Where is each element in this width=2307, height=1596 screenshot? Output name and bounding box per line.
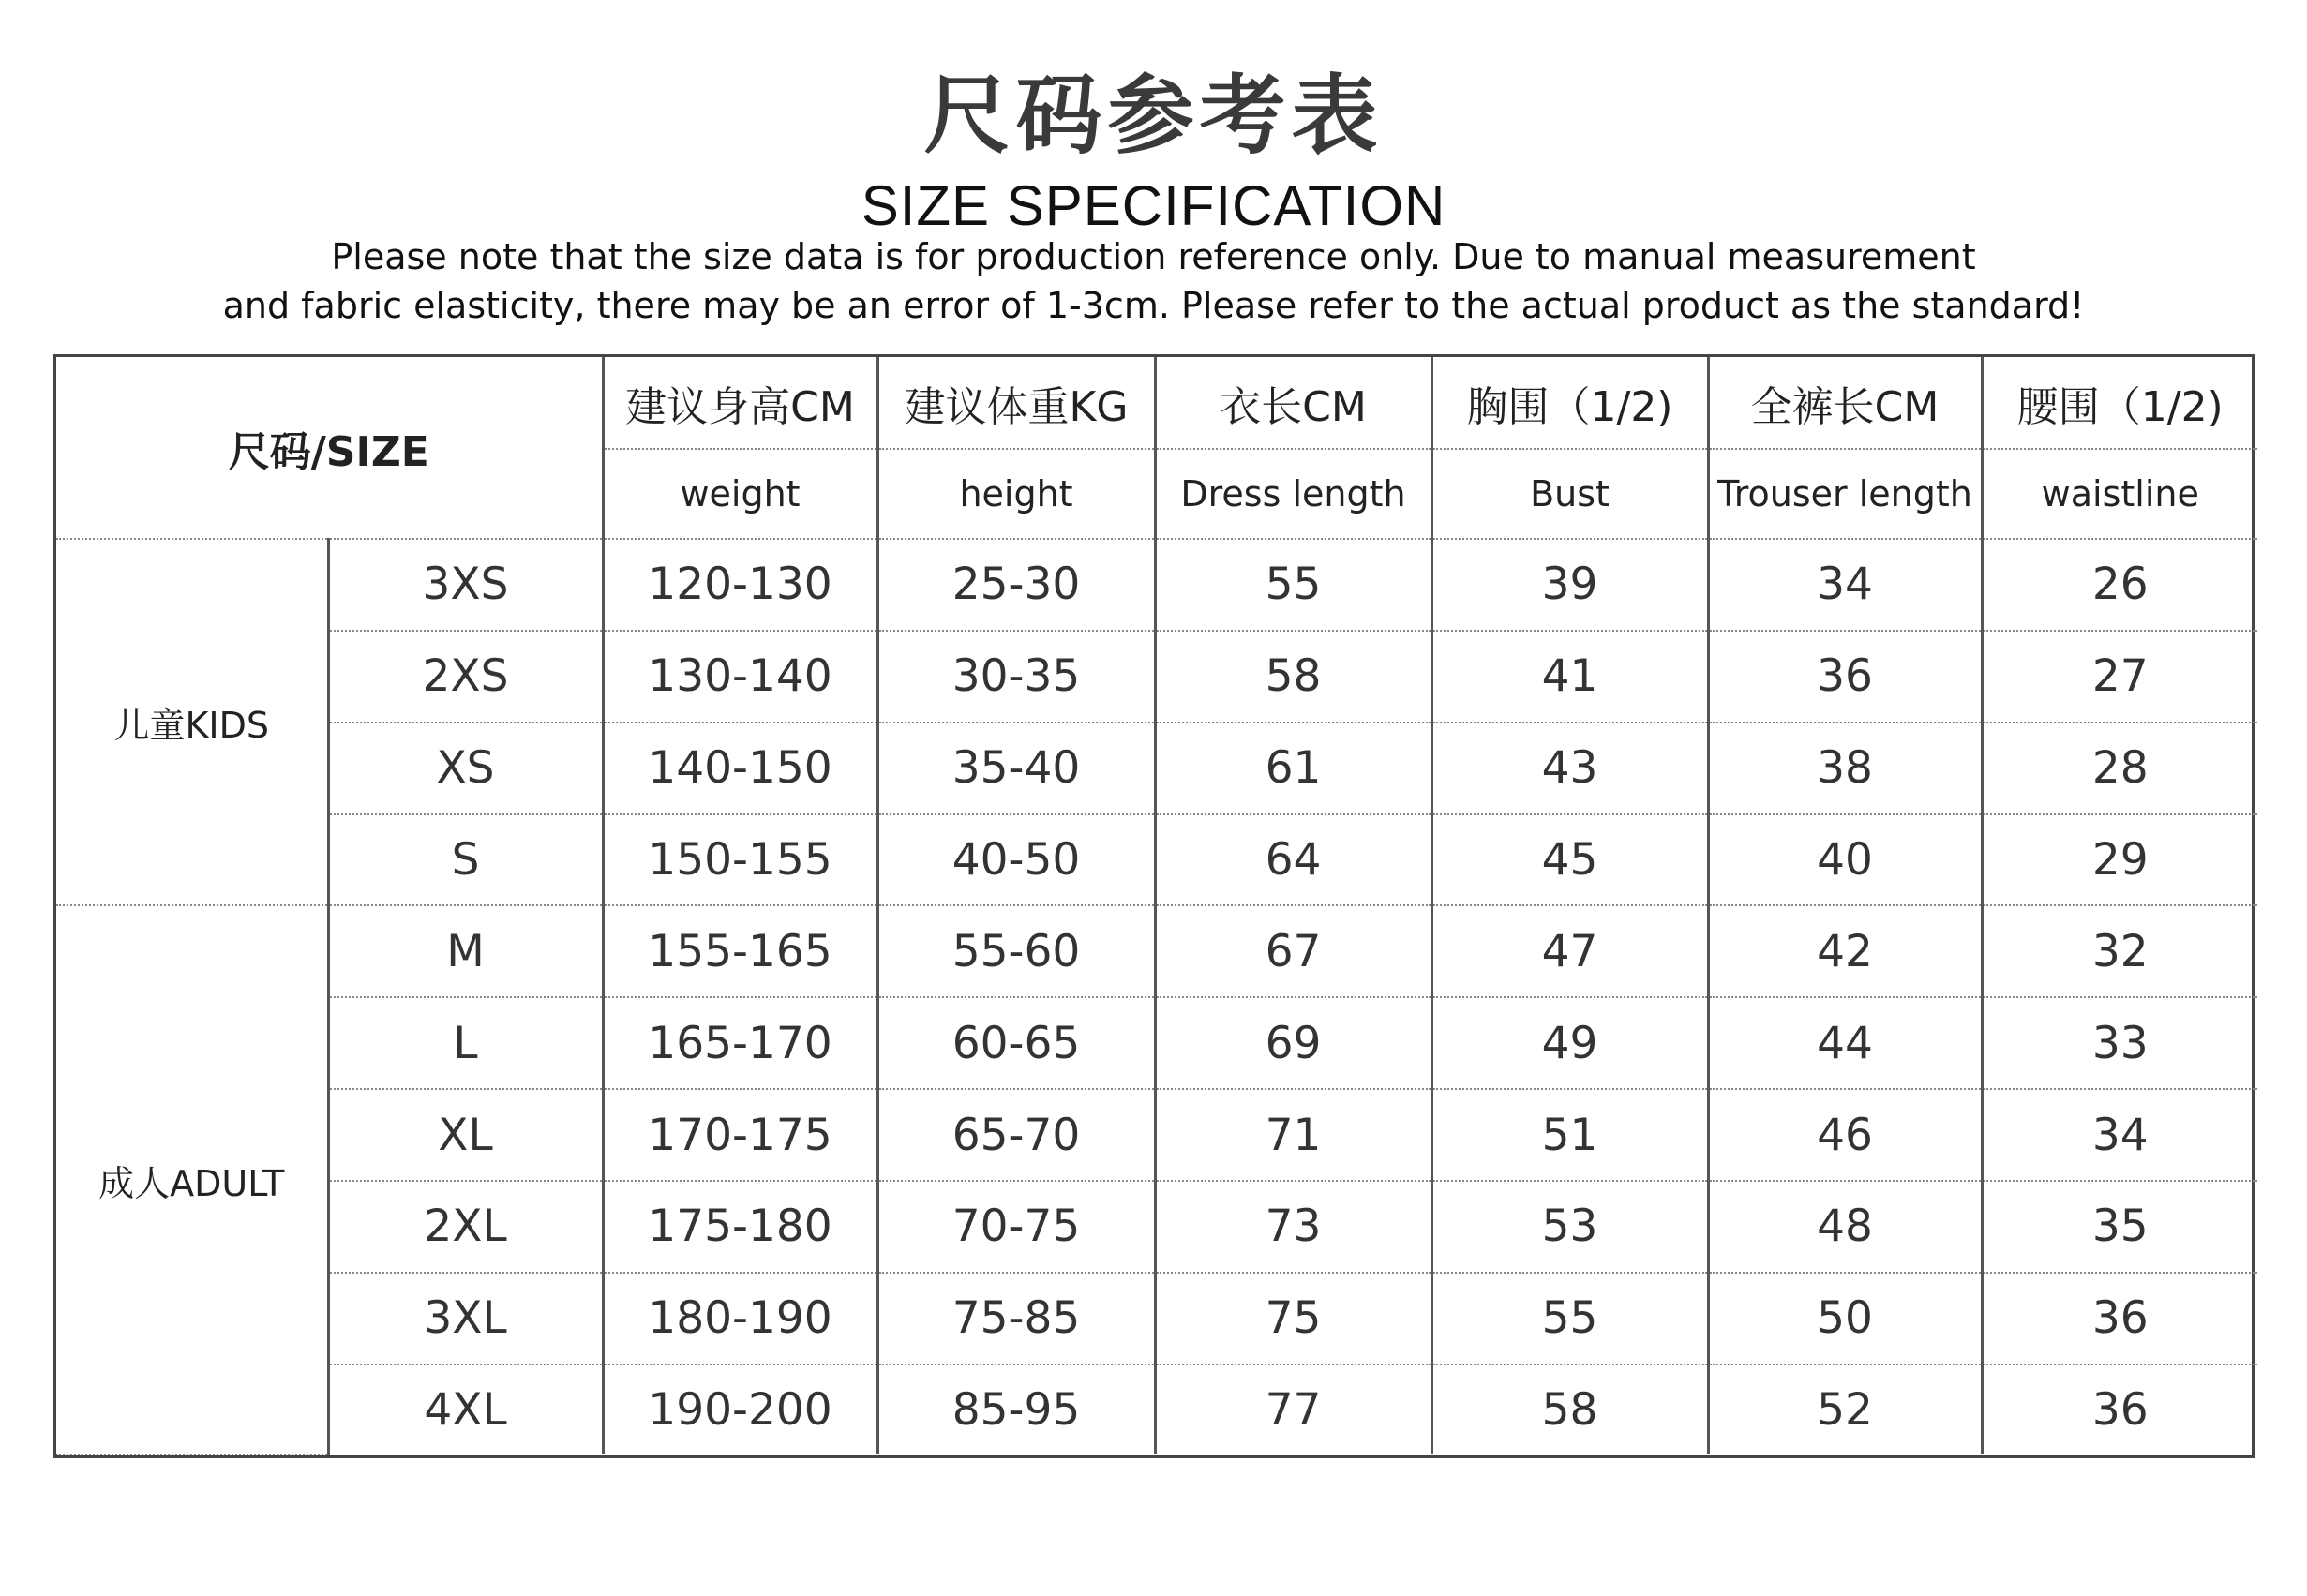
table-row — [56, 1181, 2257, 1273]
value-cell: 55 — [1155, 539, 1431, 631]
column-header-dress-length-cn: 衣长CM — [1155, 357, 1431, 449]
value-cell: 61 — [1155, 723, 1431, 814]
value-cell: 67 — [1155, 905, 1431, 997]
disclaimer-line-2: and fabric elasticity, there may be an error of 1-3cm. Please refer to the actual product as the standard! — [222, 285, 2085, 326]
value-cell: 38 — [1708, 723, 1982, 814]
value-cell: 73 — [1155, 1181, 1431, 1273]
value-cell: 58 — [1155, 631, 1431, 723]
table-row — [56, 631, 2257, 723]
value-cell: 25-30 — [877, 539, 1155, 631]
value-cell: 27 — [1982, 631, 2257, 723]
value-cell: 34 — [1708, 539, 1982, 631]
value-cell: 35-40 — [877, 723, 1155, 814]
page-title-chinese: 尺码参考表 — [923, 66, 1384, 166]
size-cell: M — [328, 905, 603, 997]
value-cell: 70-75 — [877, 1181, 1155, 1273]
value-cell: 55-60 — [877, 905, 1155, 997]
value-cell: 47 — [1431, 905, 1708, 997]
column-header-waistline-en: waistline — [1982, 449, 2257, 539]
column-header-trouser-length-cn: 全裤长CM — [1708, 357, 1982, 449]
size-cell: 2XS — [328, 631, 603, 723]
value-cell: 190-200 — [603, 1365, 877, 1454]
value-cell: 34 — [1982, 1089, 2257, 1181]
value-cell: 65-70 — [877, 1089, 1155, 1181]
value-cell: 45 — [1431, 814, 1708, 906]
value-cell: 71 — [1155, 1089, 1431, 1181]
value-cell: 75 — [1155, 1273, 1431, 1365]
value-cell: 51 — [1431, 1089, 1708, 1181]
value-cell: 26 — [1982, 539, 2257, 631]
value-cell: 69 — [1155, 997, 1431, 1089]
size-cell: S — [328, 814, 603, 906]
value-cell: 55 — [1431, 1273, 1708, 1365]
value-cell: 49 — [1431, 997, 1708, 1089]
value-cell: 77 — [1155, 1365, 1431, 1454]
disclaimer-line-1: Please note that the size data is for production reference only. Due to manual measurement — [331, 236, 1976, 277]
size-cell: 4XL — [328, 1365, 603, 1454]
column-header-trouser-length-en: Trouser length — [1708, 449, 1982, 539]
value-cell: 36 — [1708, 631, 1982, 723]
size-cell: 3XL — [328, 1273, 603, 1365]
table-row — [56, 1089, 2257, 1181]
value-cell: 44 — [1708, 997, 1982, 1089]
value-cell: 53 — [1431, 1181, 1708, 1273]
value-cell: 170-175 — [603, 1089, 877, 1181]
value-cell: 42 — [1708, 905, 1982, 997]
value-cell: 41 — [1431, 631, 1708, 723]
value-cell: 39 — [1431, 539, 1708, 631]
table-row — [56, 539, 2257, 631]
column-header-weight-cn: 建议体重KG — [877, 357, 1155, 449]
value-cell: 40 — [1708, 814, 1982, 906]
table-row — [56, 1365, 2257, 1454]
group-label-kids: 儿童KIDS — [56, 539, 328, 905]
value-cell: 58 — [1431, 1365, 1708, 1454]
table-row — [56, 814, 2257, 906]
value-cell: 35 — [1982, 1181, 2257, 1273]
column-header-bust-cn: 胸围（1/2) — [1431, 357, 1708, 449]
value-cell: 155-165 — [603, 905, 877, 997]
value-cell: 180-190 — [603, 1273, 877, 1365]
disclaimer-note — [0, 232, 2307, 330]
column-header-bust-en: Bust — [1431, 449, 1708, 539]
value-cell: 75-85 — [877, 1273, 1155, 1365]
value-cell: 46 — [1708, 1089, 1982, 1181]
value-cell: 32 — [1982, 905, 2257, 997]
value-cell: 150-155 — [603, 814, 877, 906]
value-cell: 43 — [1431, 723, 1708, 814]
column-header-waistline-cn: 腰围（1/2) — [1982, 357, 2257, 449]
size-column-header: 尺码/SIZE — [56, 357, 603, 539]
table-row — [56, 723, 2257, 814]
value-cell: 36 — [1982, 1273, 2257, 1365]
column-header-height-en: weight — [603, 449, 877, 539]
value-cell: 29 — [1982, 814, 2257, 906]
value-cell: 140-150 — [603, 723, 877, 814]
value-cell: 130-140 — [603, 631, 877, 723]
value-cell: 175-180 — [603, 1181, 877, 1273]
value-cell: 64 — [1155, 814, 1431, 906]
table-row — [56, 905, 2257, 997]
value-cell: 30-35 — [877, 631, 1155, 723]
column-header-weight-en: height — [877, 449, 1155, 539]
group-label-adult: 成人ADULT — [56, 905, 328, 1454]
value-cell: 40-50 — [877, 814, 1155, 906]
value-cell: 165-170 — [603, 997, 877, 1089]
size-cell: 2XL — [328, 1181, 603, 1273]
size-cell: XL — [328, 1089, 603, 1181]
size-cell: 3XS — [328, 539, 603, 631]
column-header-dress-length-en: Dress length — [1155, 449, 1431, 539]
value-cell: 36 — [2091, 1383, 2149, 1436]
table-row — [56, 1273, 2257, 1365]
page-title-english: SIZE SPECIFICATION — [861, 174, 1446, 237]
value-cell: 28 — [1982, 723, 2257, 814]
size-table — [53, 354, 2255, 1458]
header-row-chinese — [56, 357, 2257, 449]
value-cell: 50 — [1708, 1273, 1982, 1365]
size-cell: XS — [328, 723, 603, 814]
value-cell: 60-65 — [877, 997, 1155, 1089]
value-cell: 33 — [1982, 997, 2257, 1089]
value-cell: 85-95 — [877, 1365, 1155, 1454]
table-row — [56, 997, 2257, 1089]
value-cell: 120-130 — [603, 539, 877, 631]
value-cell: 52 — [1708, 1365, 1982, 1454]
value-cell: 48 — [1708, 1181, 1982, 1273]
size-cell: L — [328, 997, 603, 1089]
column-header-height-cn: 建议身高CM — [603, 357, 877, 449]
